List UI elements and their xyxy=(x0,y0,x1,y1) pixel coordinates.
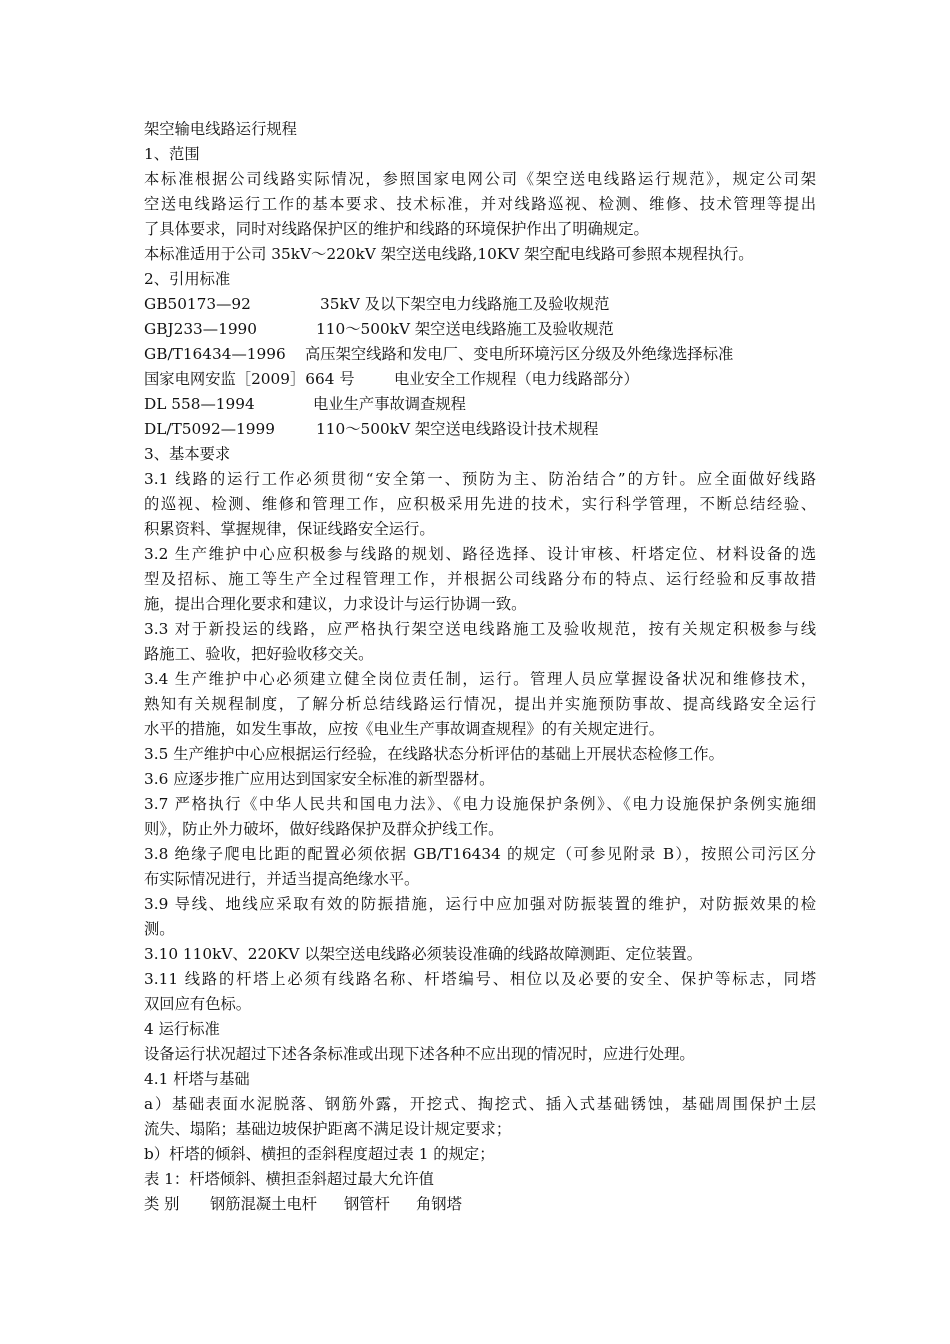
standard-code: GBJ233—1990 xyxy=(144,320,258,338)
section-1-scope-paragraph: 本标准适用于公司 35kV～220kV 架空送电线路,10KV 架空配电线路可参照本规程执行。 xyxy=(144,245,754,263)
requirement-3-3 xyxy=(144,617,816,667)
referenced-standards-list xyxy=(144,292,816,442)
standard-row xyxy=(144,342,816,367)
paragraph-line: 积累资料、掌握规律，保证线路安全运行。 xyxy=(144,520,435,538)
paragraph-line: 3.3 对于新投运的线路，应严格执行架空送电线路施工及验收规范，按有关规定积极参与线 xyxy=(144,620,816,638)
paragraph-line: 3.2 生产维护中心应积极参与线路的规划、路径选择、设计审核、杆塔定位、材料设备的选 xyxy=(144,545,816,563)
paragraph-line: 的巡视、检测、维修和管理工作，应积极采用先进的技术，实行科学管理，不断总结经验、 xyxy=(144,495,816,513)
standard-row xyxy=(144,367,816,392)
table-header-row xyxy=(144,1192,816,1217)
paragraph-line: 3.4 生产维护中心必须建立健全岗位责任制，运行。管理人员应掌握设备状况和维修技术， xyxy=(144,670,816,688)
paragraph-line: 流失、塌陷；基础边坡保护距离不满足设计规定要求； xyxy=(144,1120,512,1138)
standard-title: 电业安全工作规程（电力线路部分） xyxy=(394,370,639,388)
standard-row xyxy=(144,292,816,317)
paragraph-line: a）基础表面水泥脱落、钢筋外露，开挖式、掏挖式、插入式基础锈蚀，基础周围保护土层 xyxy=(144,1095,816,1113)
paragraph-line: 3.1 线路的运行工作必须贯彻“安全第一、预防为主、防治结合”的方针。应全面做好线路 xyxy=(144,470,816,488)
section-4-intro: 设备运行状况超过下述各条标准或出现下述各种不应出现的情况时，应进行处理。 xyxy=(144,1045,695,1063)
paragraph-line: 路施工、验收，把好验收移交关。 xyxy=(144,645,374,663)
standard-code: GB/T16434—1996 xyxy=(144,345,286,363)
standard-title: 35kV 及以下架空电力线路施工及验收规范 xyxy=(320,295,610,313)
standard-row xyxy=(144,317,816,342)
requirement-3-10 xyxy=(144,942,816,967)
standard-title: 电业生产事故调查规程 xyxy=(313,395,466,413)
item-a xyxy=(144,1092,816,1142)
paragraph-line: 水平的措施，如发生事故，应按《电业生产事故调查规程》的有关规定进行。 xyxy=(144,720,665,738)
table-header-cell: 钢管杆 xyxy=(344,1195,390,1213)
standard-code: DL 558—1994 xyxy=(144,395,255,413)
requirement-3-6 xyxy=(144,767,816,792)
paragraph-line: 施，提出合理化要求和建议，力求设计与运行协调一致。 xyxy=(144,595,527,613)
section-2-heading: 2、引用标准 xyxy=(144,270,231,288)
document-title: 架空输电线路运行规程 xyxy=(144,120,297,138)
requirement-3-4 xyxy=(144,667,816,742)
paragraph-line: 3.9 导线、地线应采取有效的防振措施，运行中应加强对防振装置的维护，对防振效果的检 xyxy=(144,895,816,913)
paragraph-line: 3.7 严格执行《中华人民共和国电力法》、《电力设施保护条例》、《电力设施保护条例实施细 xyxy=(144,795,816,813)
paragraph-line: 3.11 线路的杆塔上必须有线路名称、杆塔编号、相位以及必要的安全、保护等标志，同塔 xyxy=(144,970,816,988)
table-header-cell: 角钢塔 xyxy=(416,1195,462,1213)
paragraph-line: 3.8 绝缘子爬电比距的配置必须依据 GB/T16434 的规定（可参见附录 B），按照公司污区分 xyxy=(144,845,816,863)
standard-row xyxy=(144,392,816,417)
item-b: b）杆塔的倾斜、横担的歪斜程度超过表 1 的规定； xyxy=(144,1145,495,1163)
paragraph-line: 型及招标、施工等生产全过程管理工作，并根据公司线路分布的特点、运行经验和反事故措 xyxy=(144,570,816,588)
section-1-heading: 1、范围 xyxy=(144,145,200,163)
section-3-heading: 3、基本要求 xyxy=(144,445,231,463)
requirement-3-9 xyxy=(144,892,816,942)
document-body xyxy=(144,117,816,1217)
requirement-3-1 xyxy=(144,467,816,542)
requirement-3-2 xyxy=(144,542,816,617)
paragraph-line: 3.5 生产维护中心应根据运行经验，在线路状态分析评估的基础上开展状态检修工作。 xyxy=(144,745,724,763)
paragraph-line: 双回应有色标。 xyxy=(144,995,252,1013)
paragraph-line: 测。 xyxy=(144,920,175,938)
section-1-paragraph xyxy=(144,167,816,242)
table-header-cell: 钢筋混凝土电杆 xyxy=(210,1195,318,1213)
paragraph-line: 空送电线路运行工作的基本要求、技术标准，并对线路巡视、检测、维修、技术管理等提出 xyxy=(144,195,816,213)
requirement-3-11 xyxy=(144,967,816,1017)
requirement-3-8 xyxy=(144,842,816,892)
paragraph-line: 熟知有关规程制度，了解分析总结线路运行情况，提出并实施预防事故、提高线路安全运行 xyxy=(144,695,816,713)
paragraph-line: 了具体要求，同时对线路保护区的维护和线路的环境保护作出了明确规定。 xyxy=(144,220,649,238)
standard-title: 高压架空线路和发电厂、变电所环境污区分级及外绝缘选择标准 xyxy=(305,345,734,363)
standard-code: 国家电网安监［2009］664 号 xyxy=(144,370,355,388)
paragraph-line: 3.6 应逐步推广应用达到国家安全标准的新型器材。 xyxy=(144,770,495,788)
section-4-1-heading: 4.1 杆塔与基础 xyxy=(144,1070,250,1088)
paragraph-line: 布实际情况进行，并适当提高绝缘水平。 xyxy=(144,870,420,888)
paragraph-line: 3.10 110kV、220KV 以架空送电线路必须装设准确的线路故障测距、定位装置。 xyxy=(144,945,702,963)
requirement-3-5 xyxy=(144,742,816,767)
standard-code: GB50173—92 xyxy=(144,295,251,313)
requirement-3-7 xyxy=(144,792,816,842)
section-4-heading: 4 运行标准 xyxy=(144,1020,220,1038)
paragraph-line: 本标准根据公司线路实际情况，参照国家电网公司《架空送电线路运行规范》，规定公司架 xyxy=(144,170,816,188)
paragraph-line: 则》，防止外力破坏，做好线路保护及群众护线工作。 xyxy=(144,820,504,838)
standard-code: DL/T5092—1999 xyxy=(144,420,275,438)
table-header-cell: 类 别 xyxy=(144,1195,180,1213)
standard-title: 110～500kV 架空送电线路设计技术规程 xyxy=(316,420,599,438)
standard-title: 110～500kV 架空送电线路施工及验收规范 xyxy=(316,320,614,338)
standard-row xyxy=(144,417,816,442)
table-caption: 表 1：杆塔倾斜、横担歪斜超过最大允许值 xyxy=(144,1170,434,1188)
